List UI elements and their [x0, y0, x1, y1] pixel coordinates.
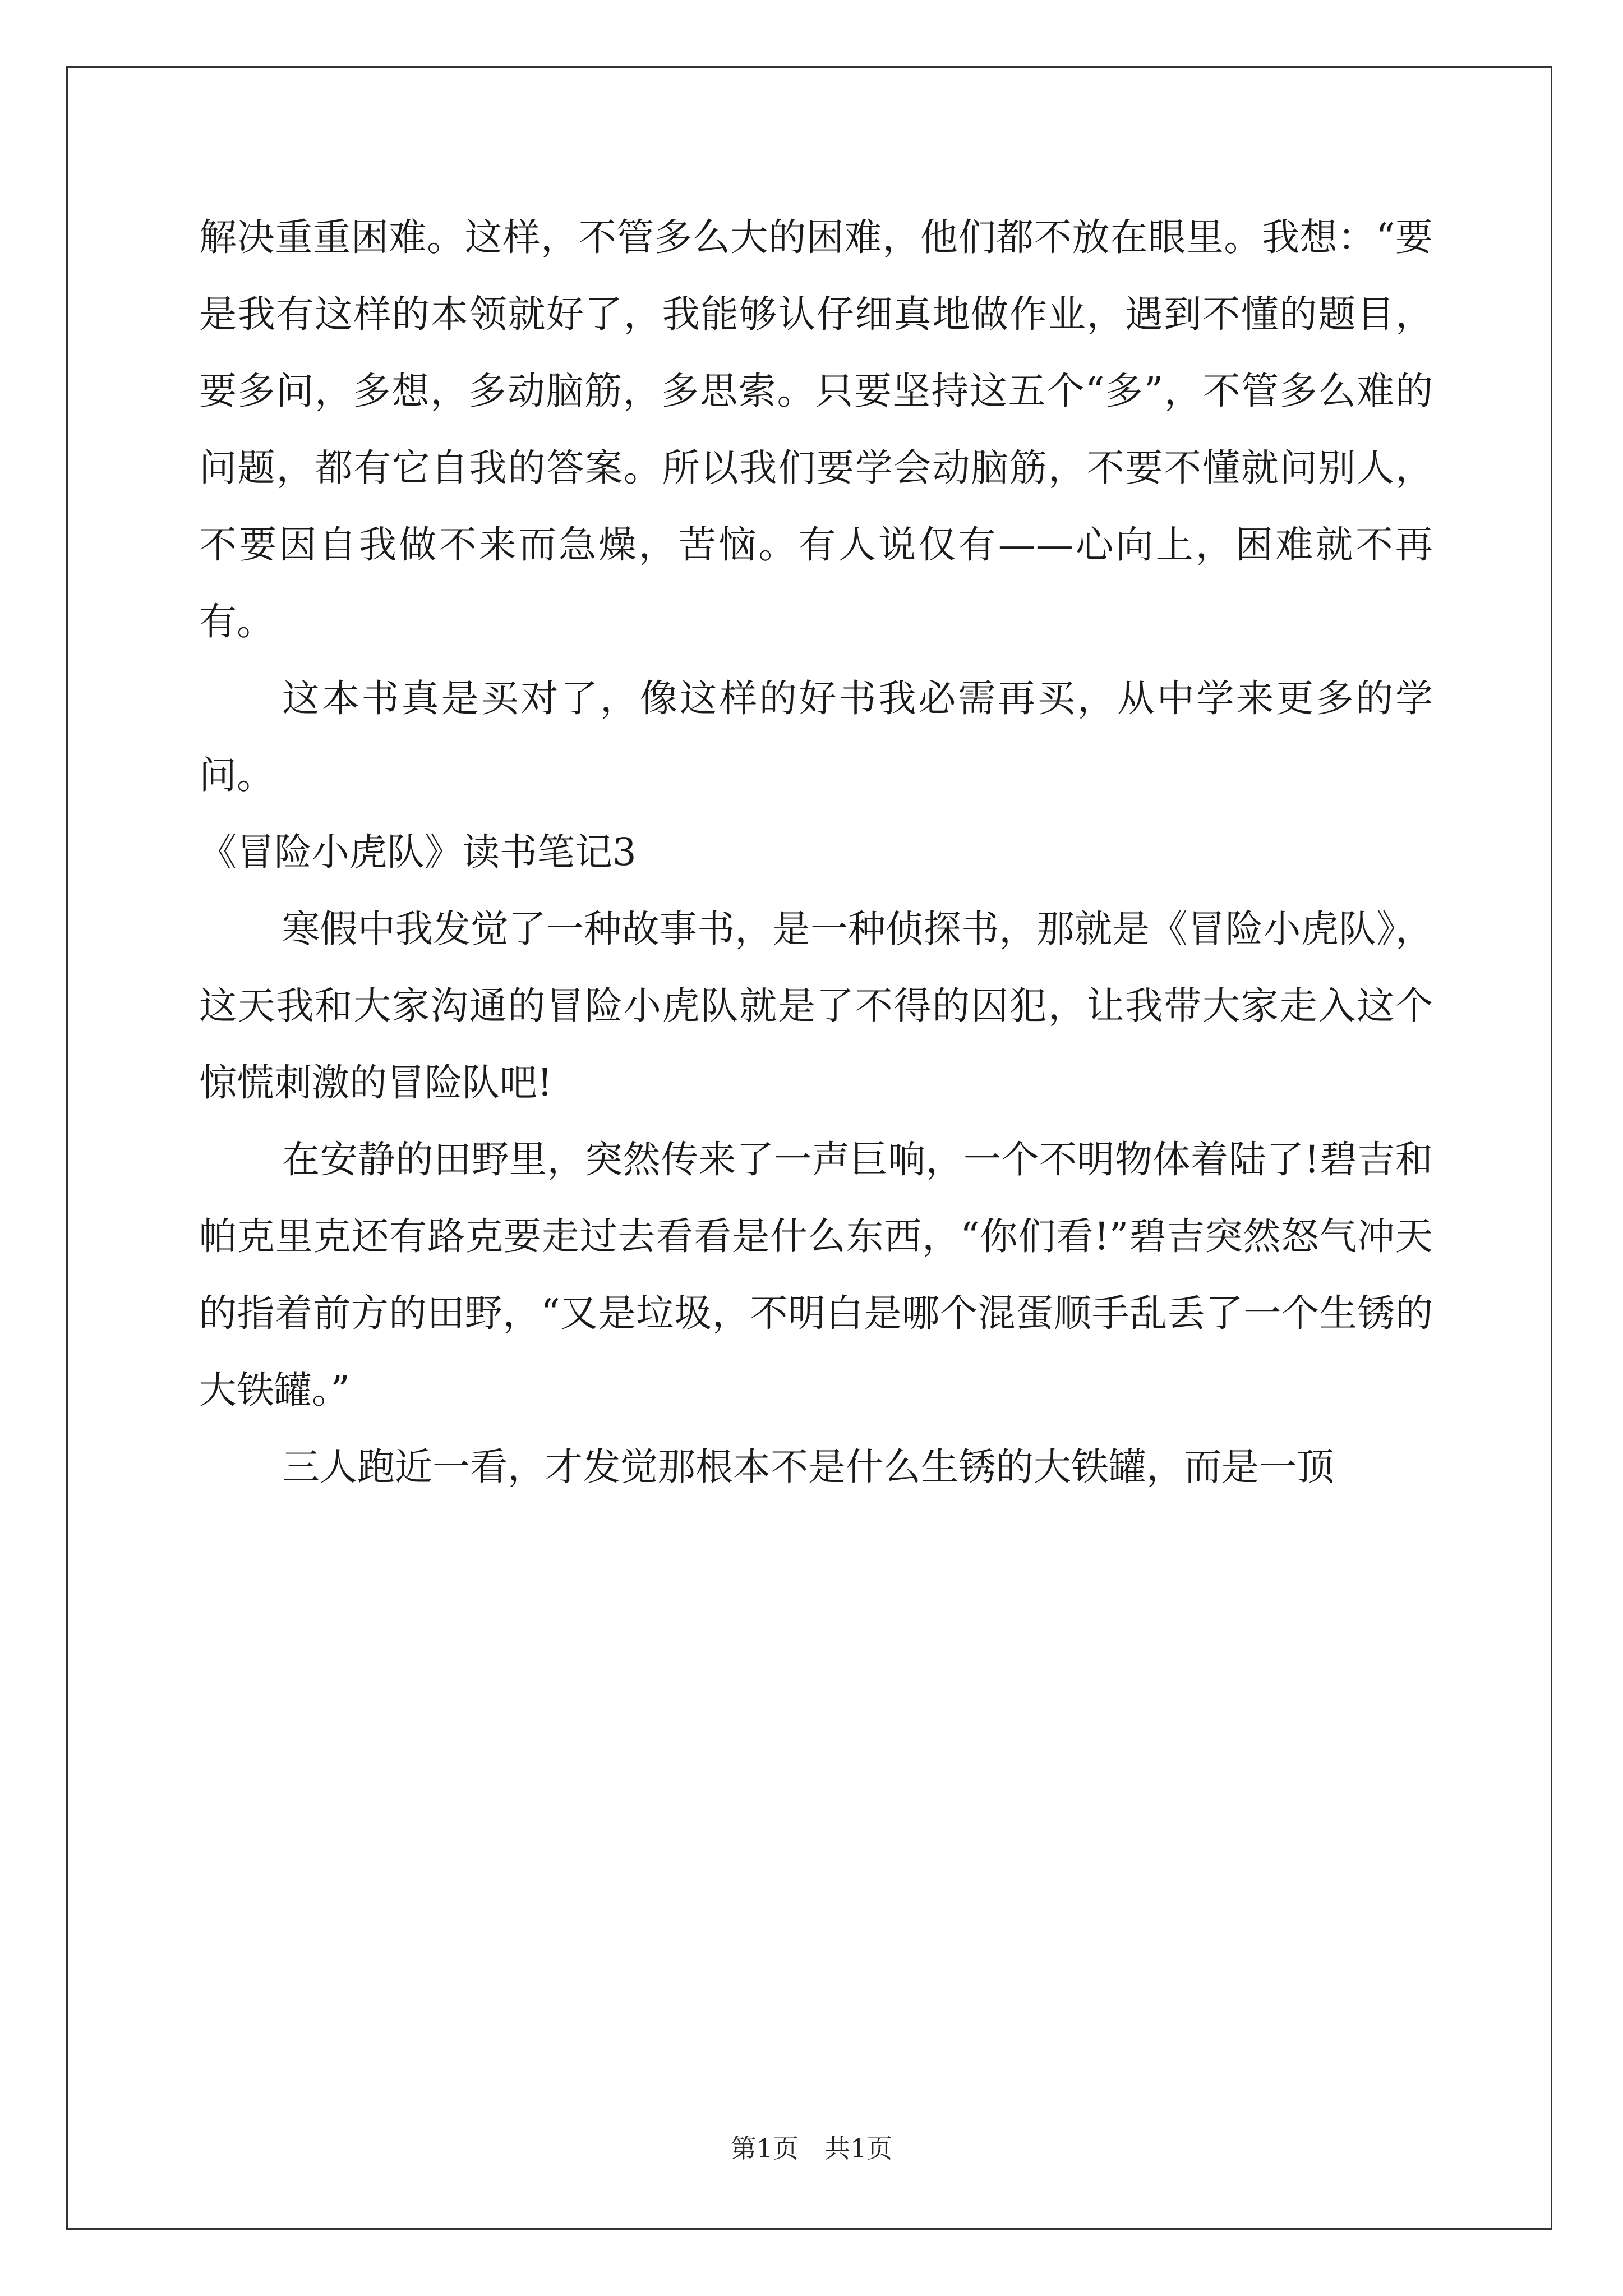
paragraph-4: 在安静的田野里，突然传来了一声巨响，一个不明物体着陆了!碧吉和帕克里克还有路克要走过去看看是什么东西，“你们看!”碧吉突然怒气冲天的指着前方的田野，“又是垃圾，不明白是哪个混蛋顺手乱丢了一个生锈的大铁罐。”	[199, 1138, 1433, 1412]
page-total: 共1页	[824, 2133, 893, 2164]
page-footer	[0, 2132, 1623, 2165]
section-heading: 《冒险小虎队》读书笔记3	[199, 830, 637, 874]
paragraph-5: 三人跑近一看，才发觉那根本不是什么生锈的大铁罐，而是一顶	[282, 1445, 1334, 1489]
paragraph-3: 寒假中我发觉了一种故事书，是一种侦探书，那就是《冒险小虎队》，这天我和大家沟通的冒险小虎队就是了不得的囚犯，让我带大家走入这个惊慌刺激的冒险队吧!	[199, 907, 1433, 1105]
document-body	[199, 199, 1433, 1506]
paragraph-1: 解决重重困难。这样，不管多么大的困难，他们都不放在眼里。我想：“要是我有这样的本领就好了，我能够认仔细真地做作业，遇到不懂的题目，要多问，多想，多动脑筋，多思索。只要坚持这五个“多”，不管多么难的问题，都有它自我的答案。所以我们要学会动脑筋，不要不懂就问别人，不要因自我做不来而急燥，苦恼。有人说仅有——心向上，困难就不再有。	[199, 215, 1433, 643]
page-number: 第1页	[730, 2133, 799, 2164]
paragraph-2: 这本书真是买对了，像这样的好书我必需再买，从中学来更多的学问。	[199, 677, 1433, 797]
